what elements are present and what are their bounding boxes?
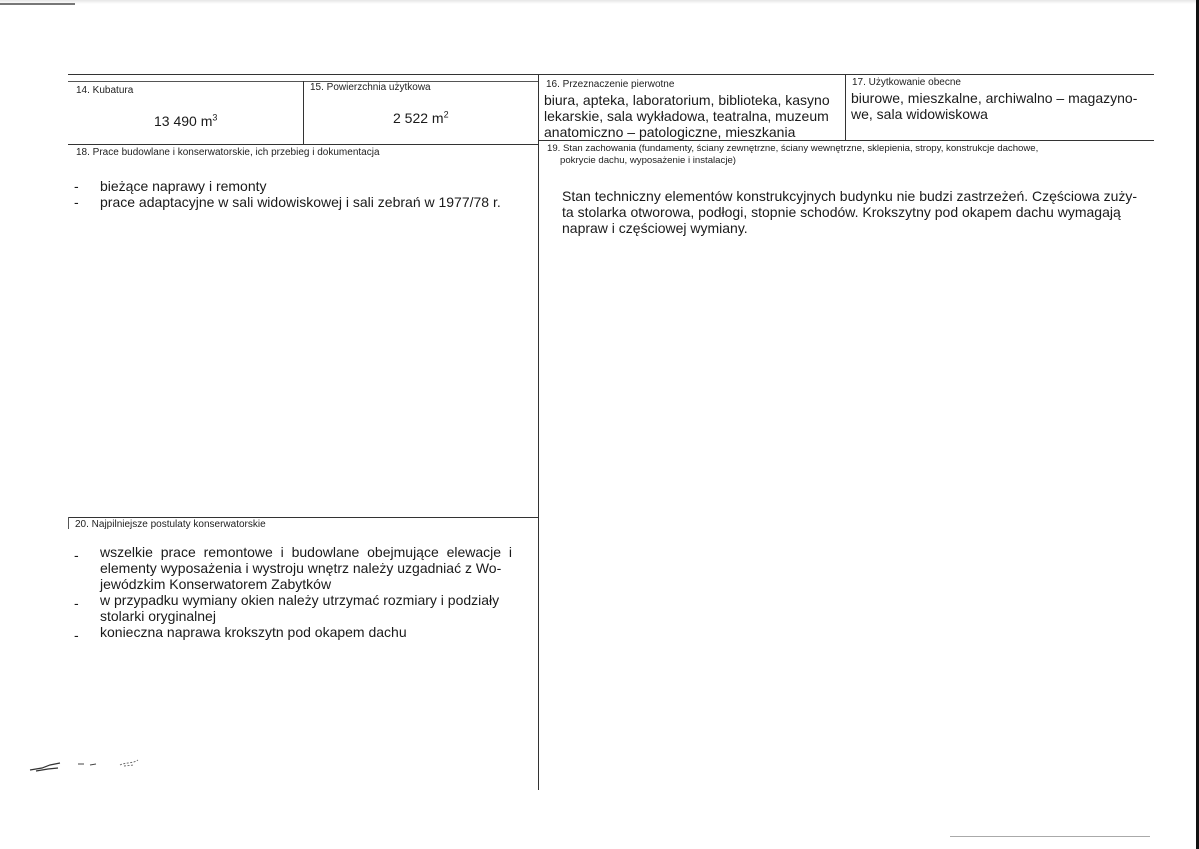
field-17-label: 17. Użytkowanie obecne — [852, 77, 961, 88]
left-edge-20 — [68, 517, 69, 529]
field-14-label: 14. Kubatura — [76, 85, 134, 96]
field-20-item-3-line-1: konieczna naprawa krokszytn pod okapem dachu — [100, 624, 407, 640]
field-20-item-1-line-3: jewódzkim Konserwatorem Zabytków — [100, 576, 332, 592]
field-18-dash-2: - — [74, 194, 79, 210]
divider-16-17 — [845, 74, 846, 140]
field-19-label-line-1: 19. Stan zachowania (fundamenty, ściany zewnętrzne, ściany wewnętrzne, sklepienia, stropy, konstrukcje dachowe, — [547, 143, 1039, 154]
powierzchnia-exponent: 2 — [443, 109, 449, 120]
field-20-dash-3: - — [74, 627, 79, 643]
field-20-item-2-line-2: stolarki oryginalnej — [100, 608, 216, 624]
field-20-label: 20. Najpilniejsze postulaty konserwatorskie — [75, 519, 266, 530]
field-20-item-1-line-1: wszelkie prace remontowe i budowlane obejmujące elewacje i — [100, 544, 512, 560]
field-17-line-2: we, sala widowiskowa — [851, 106, 988, 122]
field-18-item-2: prace adaptacyjne w sali widowiskowej i sali zebrań w 1977/78 r. — [100, 194, 501, 210]
rule-above-20 — [68, 517, 538, 518]
main-vertical-divider — [538, 74, 539, 790]
powierzchnia-value: 2 522 m — [393, 110, 444, 126]
top-scan-mark — [0, 3, 75, 5]
field-14-value — [154, 113, 217, 129]
field-19-label-line-2: pokrycie dachu, wyposażenie i instalacje) — [560, 155, 736, 166]
top-rule — [68, 74, 1154, 75]
divider-14-15 — [303, 81, 304, 144]
field-15-label: 15. Powierzchnia użytkowa — [310, 82, 431, 93]
field-16-line-1: biura, apteka, laboratorium, biblioteka, kasyno — [544, 92, 830, 108]
field-20-item-1-line-2: elementy wyposażenia i wystroju wnętrz należy uzgadniać z Wo- — [100, 560, 502, 576]
field-16-line-3: anatomiczno – patologiczne, mieszkania — [544, 124, 796, 140]
field-16-label: 16. Przeznaczenie pierwotne — [546, 79, 675, 90]
field-18-item-1: bieżące naprawy i remonty — [100, 178, 267, 194]
field-19-line-3: napraw i częściowej wymiany. — [562, 220, 748, 236]
kubatura-value: 13 490 m — [154, 113, 213, 129]
field-20-dash-1: - — [74, 547, 79, 563]
field-18-label: 18. Prace budowlane i konserwatorskie, ich przebieg i dokumentacja — [76, 147, 380, 158]
row-rule-left — [68, 144, 538, 145]
kubatura-exponent: 3 — [212, 112, 218, 123]
field-17-line-1: biurowe, mieszkalne, archiwalno – magazyno- — [851, 90, 1138, 106]
bottom-right-mark — [950, 836, 1150, 837]
field-19-line-2: ta stolarka otworowa, podłogi, stopnie schodów. Krokszytny pod okapem dachu wymagają — [562, 204, 1121, 220]
margin-scribble-left — [28, 758, 62, 774]
field-16-line-2: lekarskie, sala wykładowa, teatralna, muzeum — [544, 108, 829, 124]
field-19-line-1: Stan techniczny elementów konstrukcyjnych budynku nie budzi zastrzeżeń. Częściowa zuży- — [562, 188, 1138, 204]
field-20-item-2-line-1: w przypadku wymiany okien należy utrzymać rozmiary i podziały — [100, 592, 500, 608]
field-15-value — [393, 110, 449, 126]
field-18-dash-1: - — [74, 178, 79, 194]
page-top-edge — [0, 0, 1199, 4]
margin-scribble-mid — [76, 756, 146, 770]
field-20-dash-2: - — [74, 595, 79, 611]
